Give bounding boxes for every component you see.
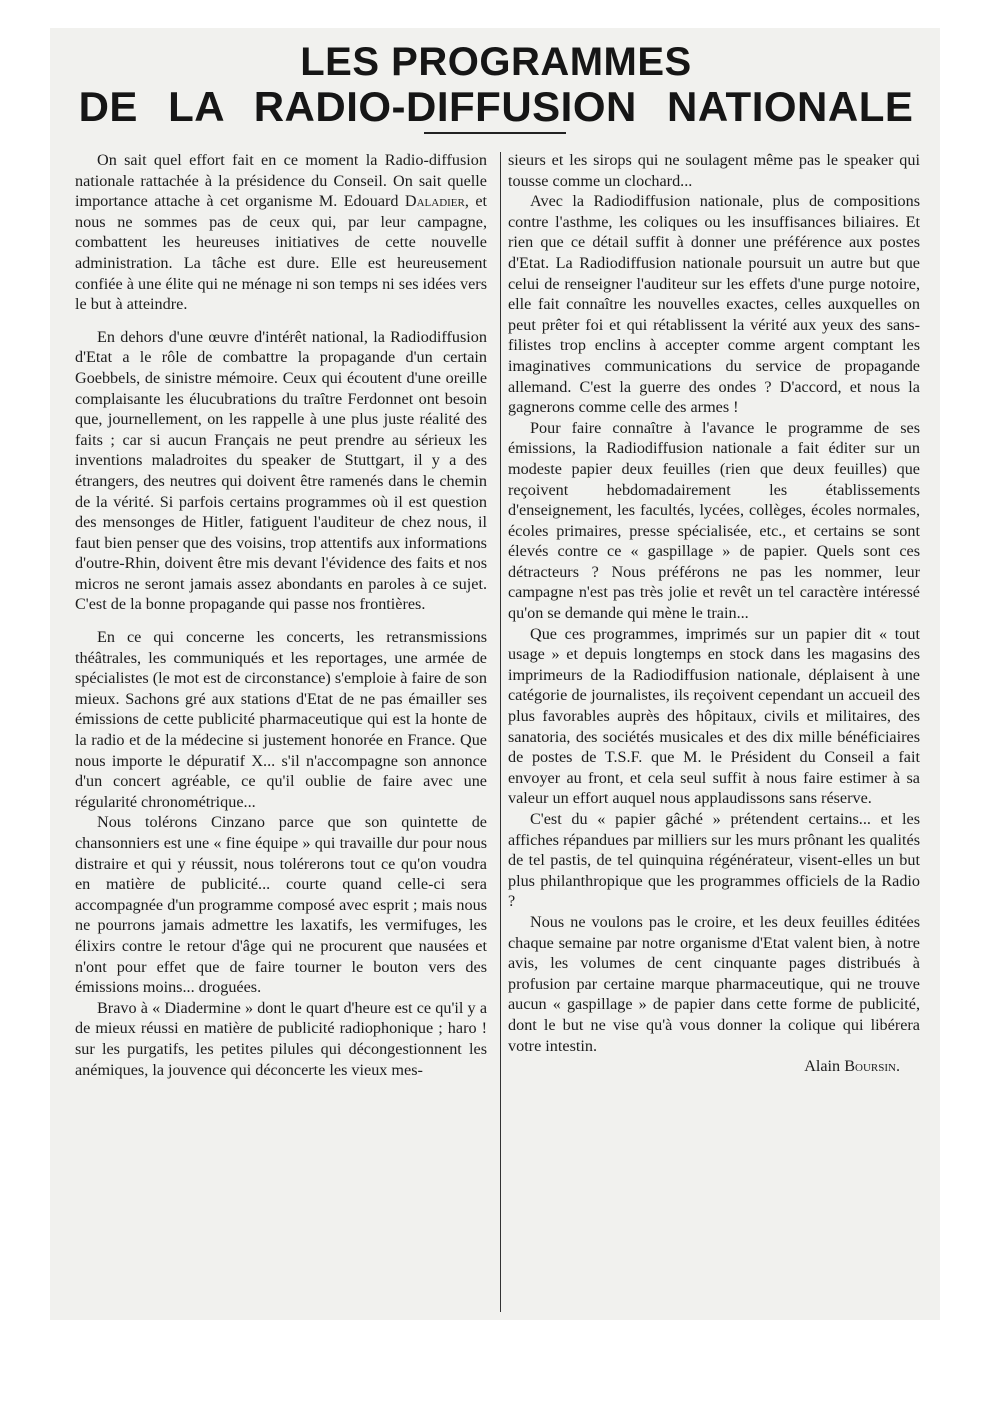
article-title-line-2: DE LA RADIO-DIFFUSION NATIONALE xyxy=(78,83,914,130)
column-divider xyxy=(500,152,501,1312)
paragraph xyxy=(75,150,487,315)
author-first-name: Alain xyxy=(804,1057,845,1076)
left-column xyxy=(75,150,487,1315)
author-last-name: Boursin. xyxy=(844,1057,900,1076)
paragraph: Nous tolérons Cinzano parce que son quintette de chansonniers est une « fine équipe » qui travaille dur pour nous distraire et qui y réussit, nous tolérerons tout ce qu'on voudra en matière de publicité... courte quand celle-ci sera accompagnée d'un programme composé avec esprit ; mais nous ne pourrons jamais admettre les laxatifs, les vermifuges, les élixirs contre le retour d'âge qui ne procurent que nausées et n'ont pour effet que de faire tourner le bouton vers des émissions moins... droguées. xyxy=(75,813,487,997)
article-title-line-1: LES PROGRAMMES xyxy=(300,40,692,84)
author-signature xyxy=(508,1056,920,1077)
paragraph-continuation: sieurs et les sirops qui ne soulagent même pas le speaker qui tousse comme un clochard... xyxy=(508,151,920,190)
paragraph-text: , et nous ne sommes pas de ceux qui, par leur campagne, combattent les heureuses initiatives de cette nouvelle administration. La tâche est dure. Elle est heureusement confiée à une élite qui ne ménage ni son temps ni ses idées vers le but à atteindre. xyxy=(75,192,487,314)
paragraph: Bravo à « Diadermine » dont le quart d'heure est ce qu'il y a de mieux réussi en matière de publicité radiophonique ; haro ! sur les purgatifs, les petites pilules qui décongestionnent les anémiques, la jouvence qui déconcerte les vieux mes- xyxy=(75,998,487,1079)
right-column xyxy=(508,150,920,1315)
paragraph: Nous ne voulons pas le croire, et les deux feuilles éditées chaque semaine par notre organisme d'Etat valent bien, à notre avis, les volumes de cent cinquante pages distribués à profusion par certaine marque pharmaceutique, qui ne trouve aucun « gaspillage » de papier dans cette forme de publicité, dont le but ne vise qu'à vous donner la colique qui libérera votre intestin. xyxy=(508,912,920,1055)
paragraph: Que ces programmes, imprimés sur un papier dit « tout usage » et depuis longtemps en stock dans les magasins des imprimeurs de la Radiodiffusion nationale, déplaisent à une catégorie de journalistes, ils reçoivent cependant un accueil des plus favorables auprès des hôpitaux, civils et militaires, des sanatoria, des sociétés musicales et des dix mille bénéficiaires de postes de T.S.F. que M. le Président du Conseil a fait envoyer au front, et cela seul suffit à nous faire estimer à sa valeur un effort auquel nous applaudissons sans réserve. xyxy=(508,624,920,808)
paragraph: Pour faire connaître à l'avance le programme de ses émissions, la Radiodiffusion nationale a fait éditer sur un modeste papier deux feuilles (rien que deux feuilles) que reçoivent hebdomadairement les établissements d'enseignement, les facultés, lycées, collèges, écoles normales, écoles primaires, presse spécialisée, etc., et certains se sont élevés contre ce « gaspillage » de papier. Quels sont ces détracteurs ? Nous préférons ne pas les nommer, leur campagne n'est pas très jolie et revêt un tel caractère intéressé qu'on se demande qui mène le train... xyxy=(508,418,920,623)
paragraph-text: On sait quel effort fait en ce moment la Radio-diffusion nationale rattachée à la présidence du Conseil. On sait quelle importance attache à cet organisme M. Edouard xyxy=(75,151,487,211)
paragraph: En dehors d'une œuvre d'intérêt national, la Radiodiffusion d'Etat a le rôle de combattre la propagande d'un certain Goebbels, de sinistre mémoire. Ceux qui écoutent d'une oreille complaisante les élucubrations du traître Ferdonnet ont besoin que, journellement, on les rappelle à une plus juste réalité des faits ; car si aucun Français ne peut prendre au sérieux les inventions maladroites du speaker de Stuttgart, il y a des étrangers, des neutres qui doivent être ramenés dans le chemin de la vérité. Si parfois certains programmes où il est question des mensonges de Hitler, fatiguent l'auditeur de chez nous, il faut bien penser que des voisins, trop attentifs aux informations d'outre-Rhin, doivent être mis devant l'évidence des faits et nos micros ne seront jamais assez abondants en paroles à ce sujet. C'est de la bonne propagande qui passe nos frontières. xyxy=(75,327,487,614)
person-name: Daladier xyxy=(404,192,465,211)
paragraph: En ce qui concerne les concerts, les retransmissions théâtrales, les communiqués et les reportages, une armée de spécialistes (le mot est de circonstance) s'emploie à faire de son mieux. Sachons gré aux stations d'Etat de ne pas émailler ses émissions de cette publicité pharmaceutique qui est la honte de la radio et de la médecine si justement honorée en France. Que nous importe le dépuratif X... s'il n'accompagne son annonce d'un concert agréable, ce qu'il oublie de faire avec une régularité chronométrique... xyxy=(75,628,487,811)
paragraph: C'est du « papier gâché » prétendent certains... et les affiches répandues par milliers sur les murs prônant les qualités de tel pastis, de tel quinquina régénérateur, visent-elles un but plus philanthropique que les programmes officiels de la Radio ? xyxy=(508,810,920,911)
paragraph: Avec la Radiodiffusion nationale, plus de compositions contre l'asthme, les coliques ou les insuffisances biliaires. Et rien que ce détail suffit à donner une préférence aux postes d'Etat. La Radiodiffusion nationale poursuit un autre but que celui de renseigner l'auditeur sur les effets d'une purge notoire, elle fait connaître les nouvelles exactes, celles auxquelles on peut prêter foi et qui rétablissent la vérité aux yeux des sans-filistes trop enclins à accepter comme argent comptant les imaginatives communications du service de propagande allemand. C'est la guerre des ondes ? D'accord, et nous la gagnerons comme celle des armes ! xyxy=(508,192,920,417)
title-divider xyxy=(424,132,566,134)
